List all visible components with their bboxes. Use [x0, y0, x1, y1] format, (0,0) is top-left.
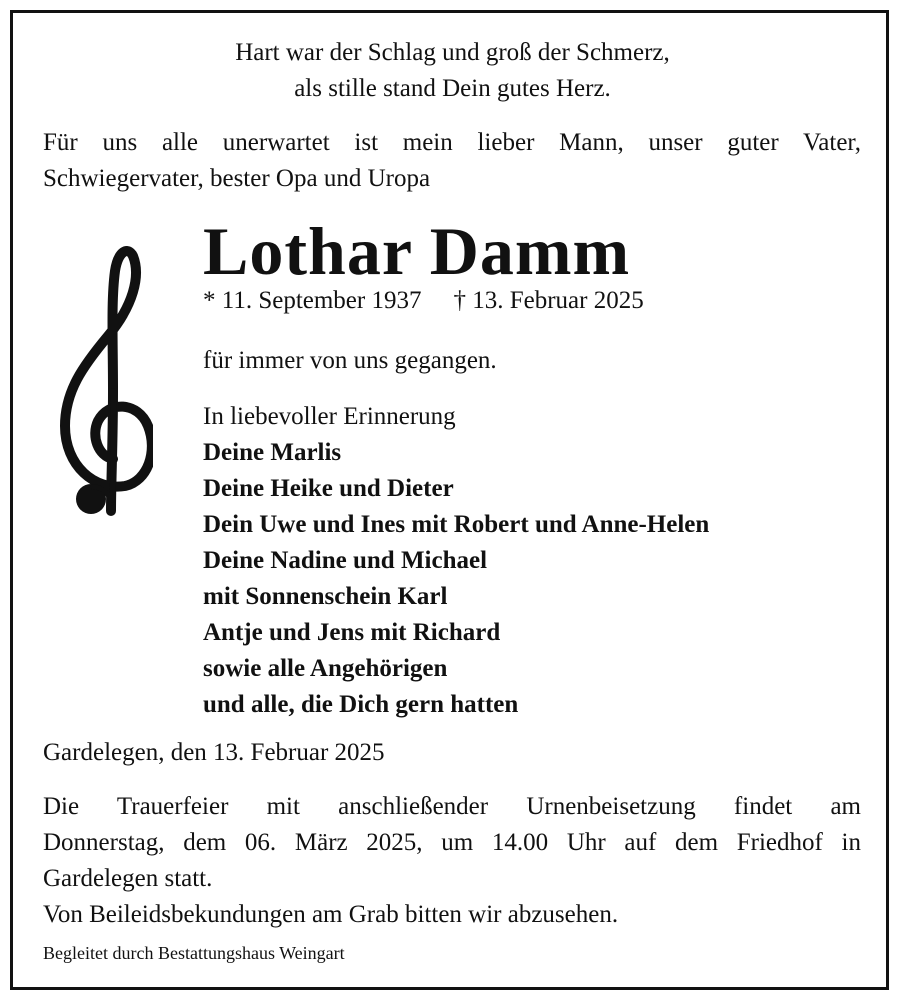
- ceremony-line-1: Die Trauerfeier mit anschließender Urnenbeisetzung findet am: [43, 793, 861, 820]
- place-date: Gardelegen, den 13. Februar 2025: [43, 739, 385, 766]
- condolence-note: Von Beileidsbekundungen am Grab bitten wir abzusehen.: [43, 901, 619, 928]
- mourner-line: Deine Nadine und Michael: [203, 547, 488, 574]
- obituary-notice: [10, 10, 889, 990]
- motto-line-2: als stille stand Dein gutes Herz.: [294, 75, 611, 102]
- mourners-heading: In liebevoller Erinnerung: [203, 403, 456, 430]
- mourner-line: Deine Heike und Dieter: [203, 475, 454, 502]
- intro-line-1: Für uns alle unerwartet ist mein lieber Mann, unser guter Vater,: [43, 129, 861, 156]
- mourner-line: Antje und Jens mit Richard: [203, 619, 501, 646]
- treble-clef-icon: [53, 241, 153, 521]
- deceased-name: Lothar Damm: [203, 213, 631, 289]
- intro-line-2: Schwiegervater, bester Opa und Uropa: [43, 165, 431, 192]
- passing-phrase: für immer von uns gegangen.: [203, 347, 497, 374]
- mourners-list: [203, 399, 709, 723]
- mourner-line: sowie alle Angehörigen: [203, 655, 448, 682]
- ceremony-line-3: Gardelegen statt.: [43, 865, 213, 892]
- death-date: † 13. Februar 2025: [453, 287, 644, 314]
- life-dates: [203, 283, 644, 319]
- mourner-line: mit Sonnenschein Karl: [203, 583, 448, 610]
- birth-date: * 11. September 1937: [203, 287, 422, 314]
- funeral-home-credit: Begleitet durch Bestattungshaus Weingart: [43, 943, 345, 963]
- mourner-line: Dein Uwe und Ines mit Robert und Anne-Helen: [203, 511, 710, 538]
- mourner-line: und alle, die Dich gern hatten: [203, 691, 519, 718]
- ceremony-line-2: Donnerstag, dem 06. März 2025, um 14.00 Uhr auf dem Friedhof in: [43, 829, 861, 856]
- mourner-line: Deine Marlis: [203, 439, 342, 466]
- motto-line-1: Hart war der Schlag und groß der Schmerz,: [235, 39, 670, 66]
